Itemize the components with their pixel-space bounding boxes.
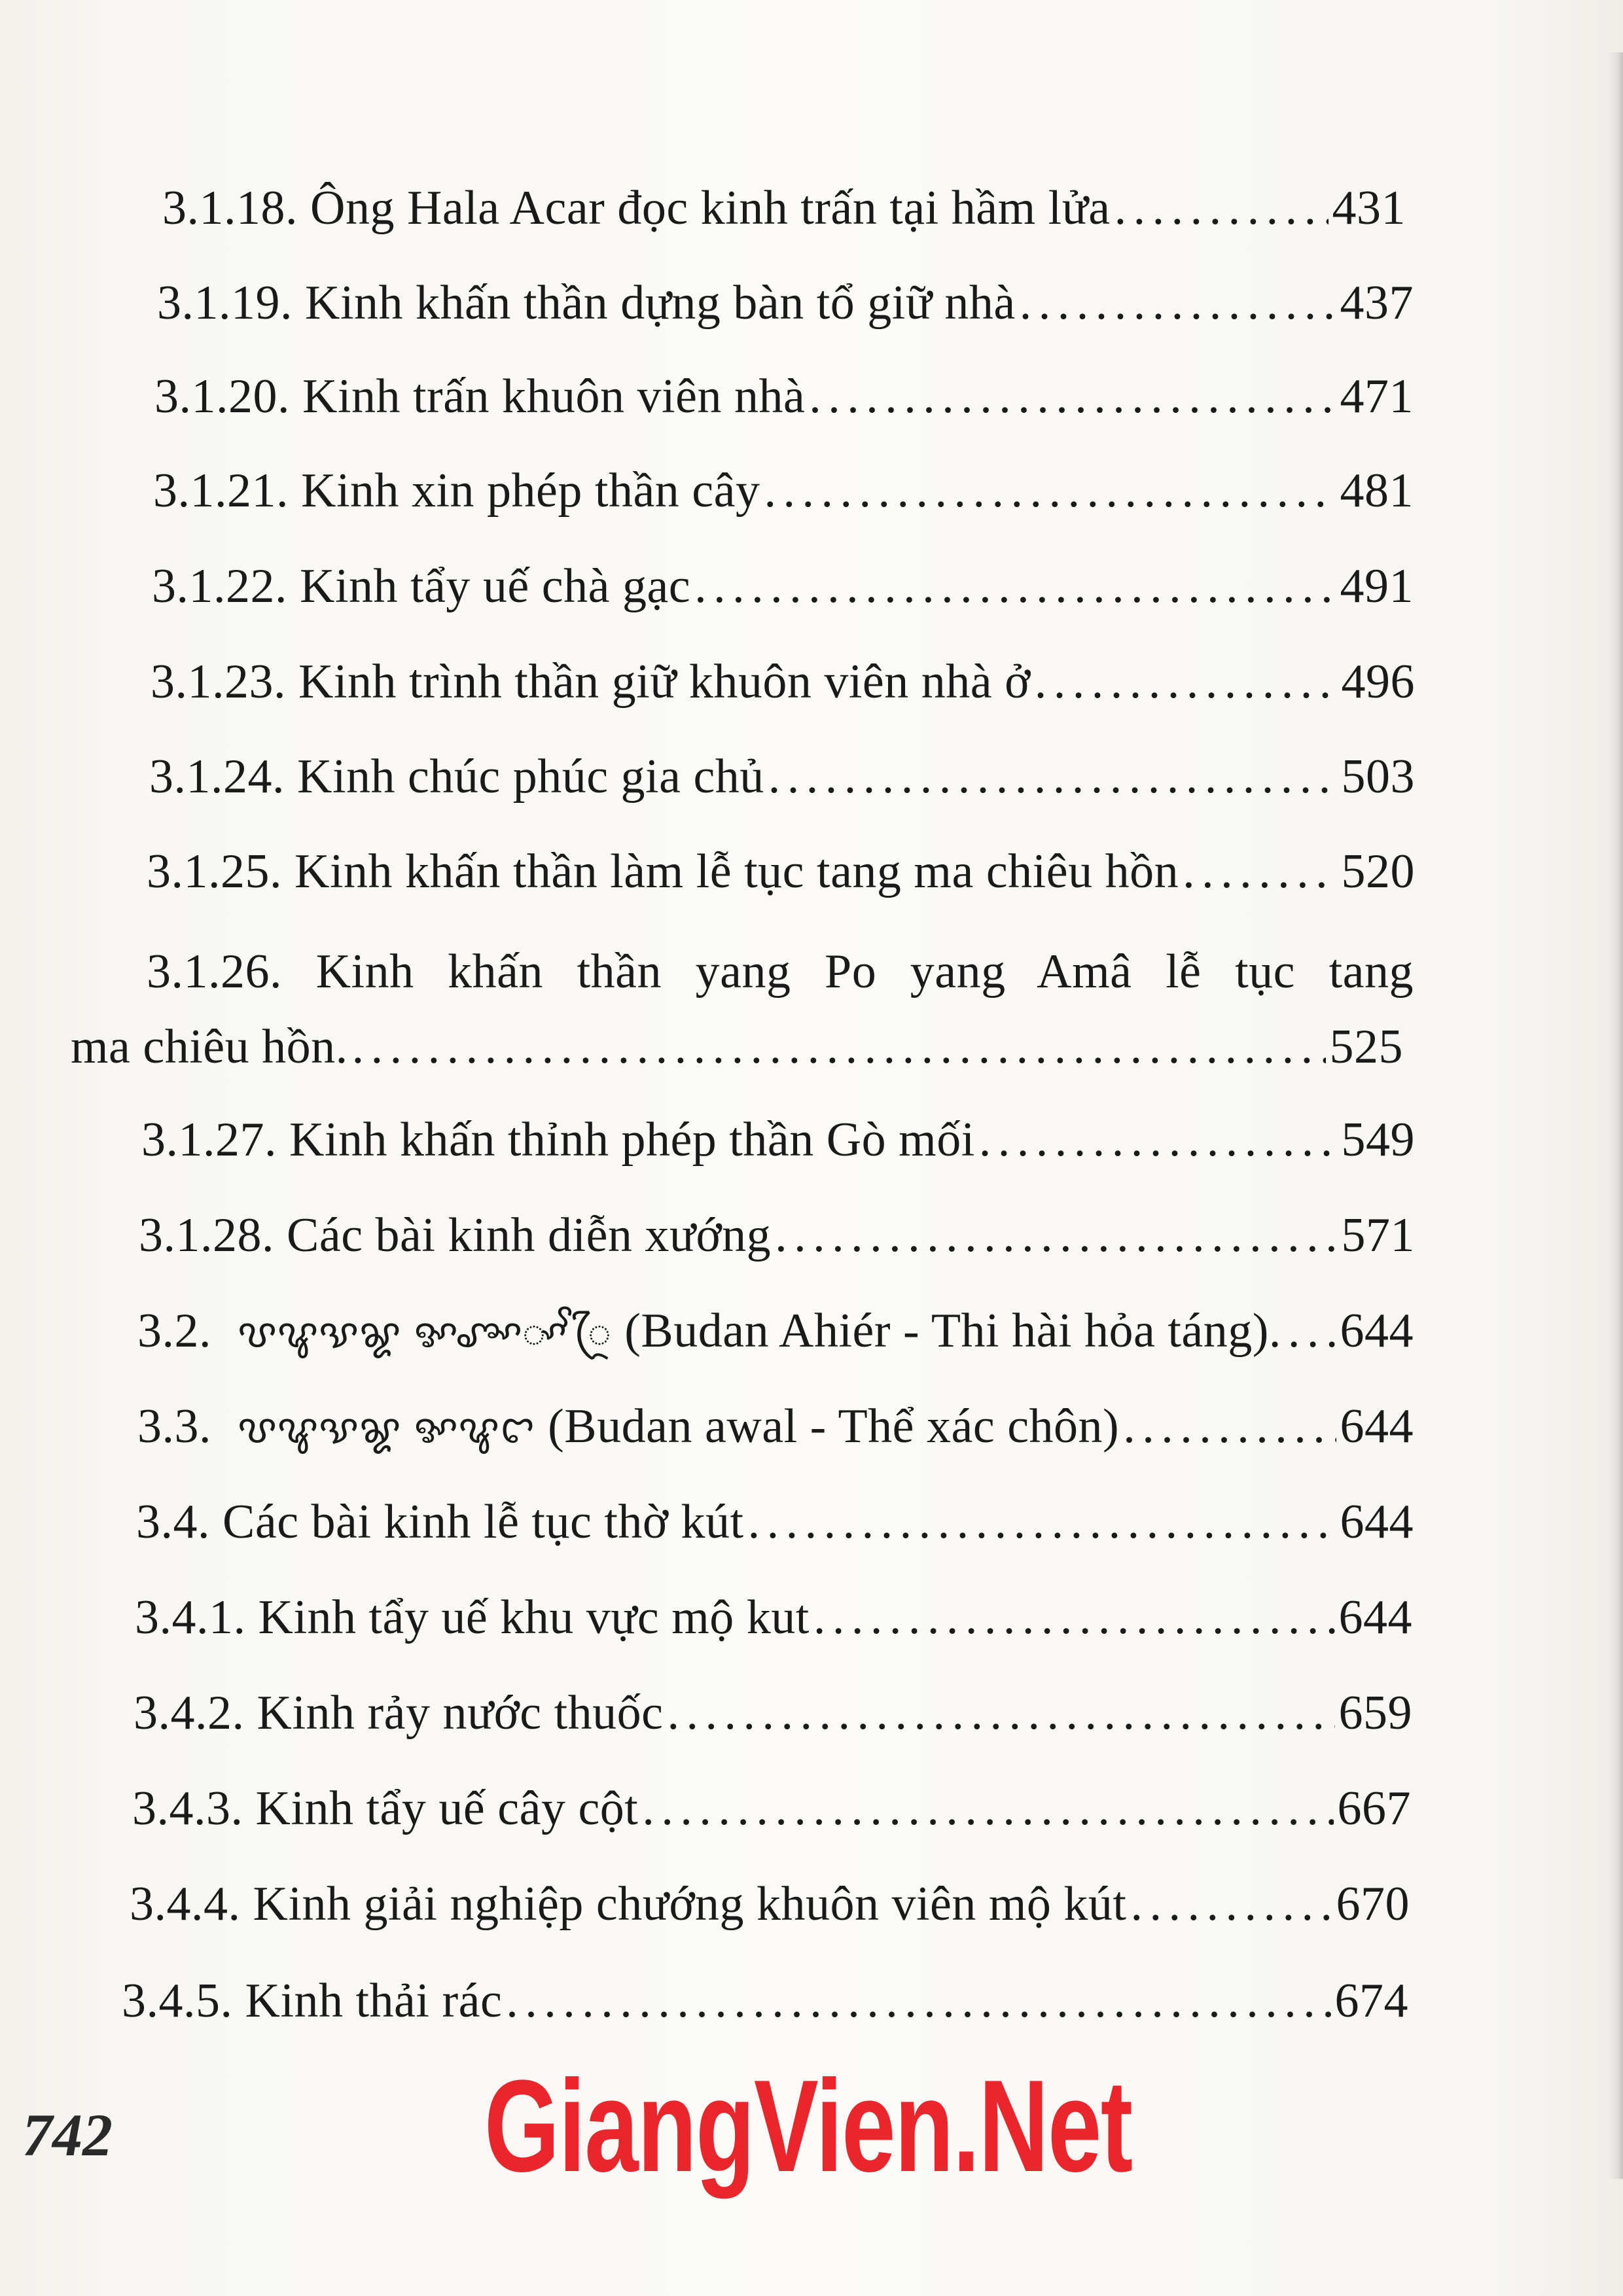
toc-leader-dots: [1269, 1298, 1340, 1364]
toc-page-number: 549: [1341, 1113, 1415, 1167]
toc-entry: [136, 1489, 1414, 1555]
toc-entry: [147, 839, 1415, 904]
toc-leader-dots: [667, 1680, 1334, 1746]
toc-entry: [154, 364, 1414, 429]
toc-entry: [152, 554, 1414, 619]
toc-entry: [151, 649, 1415, 715]
toc-entry-title: 3.1.19. Kinh khấn thần dựng bàn tổ giữ nhà: [157, 276, 1016, 330]
cham-script-text: ꨝꨥꨕꨘ ꨀꨨꨳꨳꨩꨴ: [238, 1311, 612, 1356]
toc-entry: [132, 1776, 1411, 1841]
page-number: 742: [22, 2102, 113, 2168]
toc-leader-dots: [764, 458, 1336, 523]
toc-entry-title: 3.4. Các bài kinh lễ tục thờ kút: [136, 1495, 744, 1549]
toc-entry: [135, 1585, 1412, 1650]
toc-entry-title: 3.1.27. Kinh khấn thỉnh phép thần Gò mối: [141, 1113, 975, 1167]
toc-page-number: 481: [1340, 464, 1414, 518]
toc-leader-dots: [1035, 649, 1338, 715]
toc-leader-dots: [748, 1489, 1336, 1555]
toc-entry: [137, 1298, 1414, 1364]
toc-leader-dots: [1183, 839, 1337, 904]
toc-entry-title: 3.1.18. Ông Hala Acar đọc kinh trấn tại hầm lửa: [162, 181, 1111, 235]
toc-entry-title: 3.1.20. Kinh trấn khuôn viên nhà: [154, 370, 806, 423]
toc-page-number: 659: [1338, 1686, 1412, 1740]
toc-leader-dots: [809, 364, 1336, 429]
toc-entry-title: 3.1.21. Kinh xin phép thần cây: [153, 464, 760, 518]
toc-leader-dots: [352, 1014, 1326, 1080]
toc-entry: [130, 1871, 1410, 1937]
toc-entry-title: 3.4.3. Kinh tẩy uế cây cột: [132, 1782, 639, 1835]
toc-entry-title: 3.1.25. Kinh khấn thần làm lễ tục tang ma chiêu hồn: [147, 845, 1179, 898]
toc-entry-title: 3.1.22. Kinh tẩy uế chà gạc: [152, 559, 691, 613]
toc-entry-title: 3.1.26. Kinh khấn thần yang Po yang Amâ lễ tục tang: [147, 945, 1414, 998]
toc-page-number: 644: [1340, 1304, 1414, 1358]
toc-page-number: 437: [1340, 276, 1414, 330]
toc-leader-dots: [979, 1107, 1338, 1173]
toc-entry-title: 3.1.24. Kinh chúc phúc gia chủ: [149, 750, 764, 804]
toc-entry-title: 3.4.4. Kinh giải nghiệp chướng khuôn viên mộ kút: [130, 1877, 1127, 1931]
toc-entry: [137, 1394, 1414, 1459]
toc-page-number: 674: [1334, 1974, 1408, 2028]
toc-entry-title: (Budan Ahiér - Thi hài hỏa táng): [624, 1304, 1269, 1358]
toc-entry: [122, 1968, 1408, 2034]
toc-leader-dots: [768, 744, 1338, 809]
toc-entry-title-line1: [71, 929, 1414, 1014]
toc-entry-number: 3.3.: [137, 1400, 211, 1453]
toc-leader-dots: [1115, 175, 1329, 241]
toc-entry: [153, 458, 1414, 523]
toc-page-number: 503: [1341, 750, 1415, 804]
toc-page-number: 571: [1341, 1209, 1415, 1262]
toc-entry-wrapped: [71, 929, 1414, 1080]
cham-script-text: ꨝꨥꨕꨘ ꨀꨥꨤ: [238, 1406, 535, 1452]
toc-entry-title-continued: ma chiêu hồn.: [71, 1020, 348, 1074]
toc-page-number: 431: [1332, 181, 1406, 235]
toc-page-number: 644: [1338, 1591, 1412, 1644]
toc-entry: [149, 744, 1415, 809]
toc-page-number: 491: [1340, 559, 1414, 613]
toc-entry-title: 3.4.1. Kinh tẩy uế khu vực mộ kut: [135, 1591, 810, 1644]
toc-page-number: 471: [1340, 370, 1414, 423]
toc-leader-dots: [1130, 1871, 1332, 1937]
toc-page-number: 670: [1336, 1877, 1410, 1931]
toc-page-number: 667: [1337, 1782, 1411, 1835]
toc-entry: [134, 1680, 1412, 1746]
toc-entry: [162, 175, 1406, 241]
toc-leader-dots: [694, 554, 1336, 619]
toc-entry: [141, 1107, 1415, 1173]
toc-page-number: 496: [1341, 655, 1415, 709]
toc-entry-title: 3.4.5. Kinh thải rác: [122, 1974, 503, 2028]
toc-entry-title: (Budan awal - Thể xác chôn): [548, 1400, 1120, 1453]
toc-leader-dots: [775, 1203, 1337, 1268]
toc-leader-dots: [506, 1968, 1330, 2034]
toc-page-number: 644: [1340, 1495, 1414, 1549]
toc-entry-title: 3.1.23. Kinh trình thần giữ khuôn viên nhà ở: [151, 655, 1031, 709]
toc-leader-dots: [1123, 1394, 1336, 1459]
toc-entry-number: 3.2.: [137, 1304, 211, 1358]
watermark-logo: GiangVien.Net: [484, 2053, 1132, 2199]
toc-entry: [157, 270, 1414, 336]
toc-entry-title: 3.4.2. Kinh rảy nước thuốc: [134, 1686, 664, 1740]
toc-leader-dots: [813, 1585, 1335, 1650]
toc-entry: [139, 1203, 1415, 1268]
toc-leader-dots: [1020, 270, 1336, 336]
toc-leader-dots: [642, 1776, 1333, 1841]
toc-page-number: 644: [1340, 1400, 1414, 1453]
toc-page-number: 525: [1329, 1020, 1403, 1074]
toc-entry-title: 3.1.28. Các bài kinh diễn xướng: [139, 1209, 772, 1262]
toc-page-number: 520: [1341, 845, 1415, 898]
toc-entry-title-line2: [71, 1014, 1403, 1080]
